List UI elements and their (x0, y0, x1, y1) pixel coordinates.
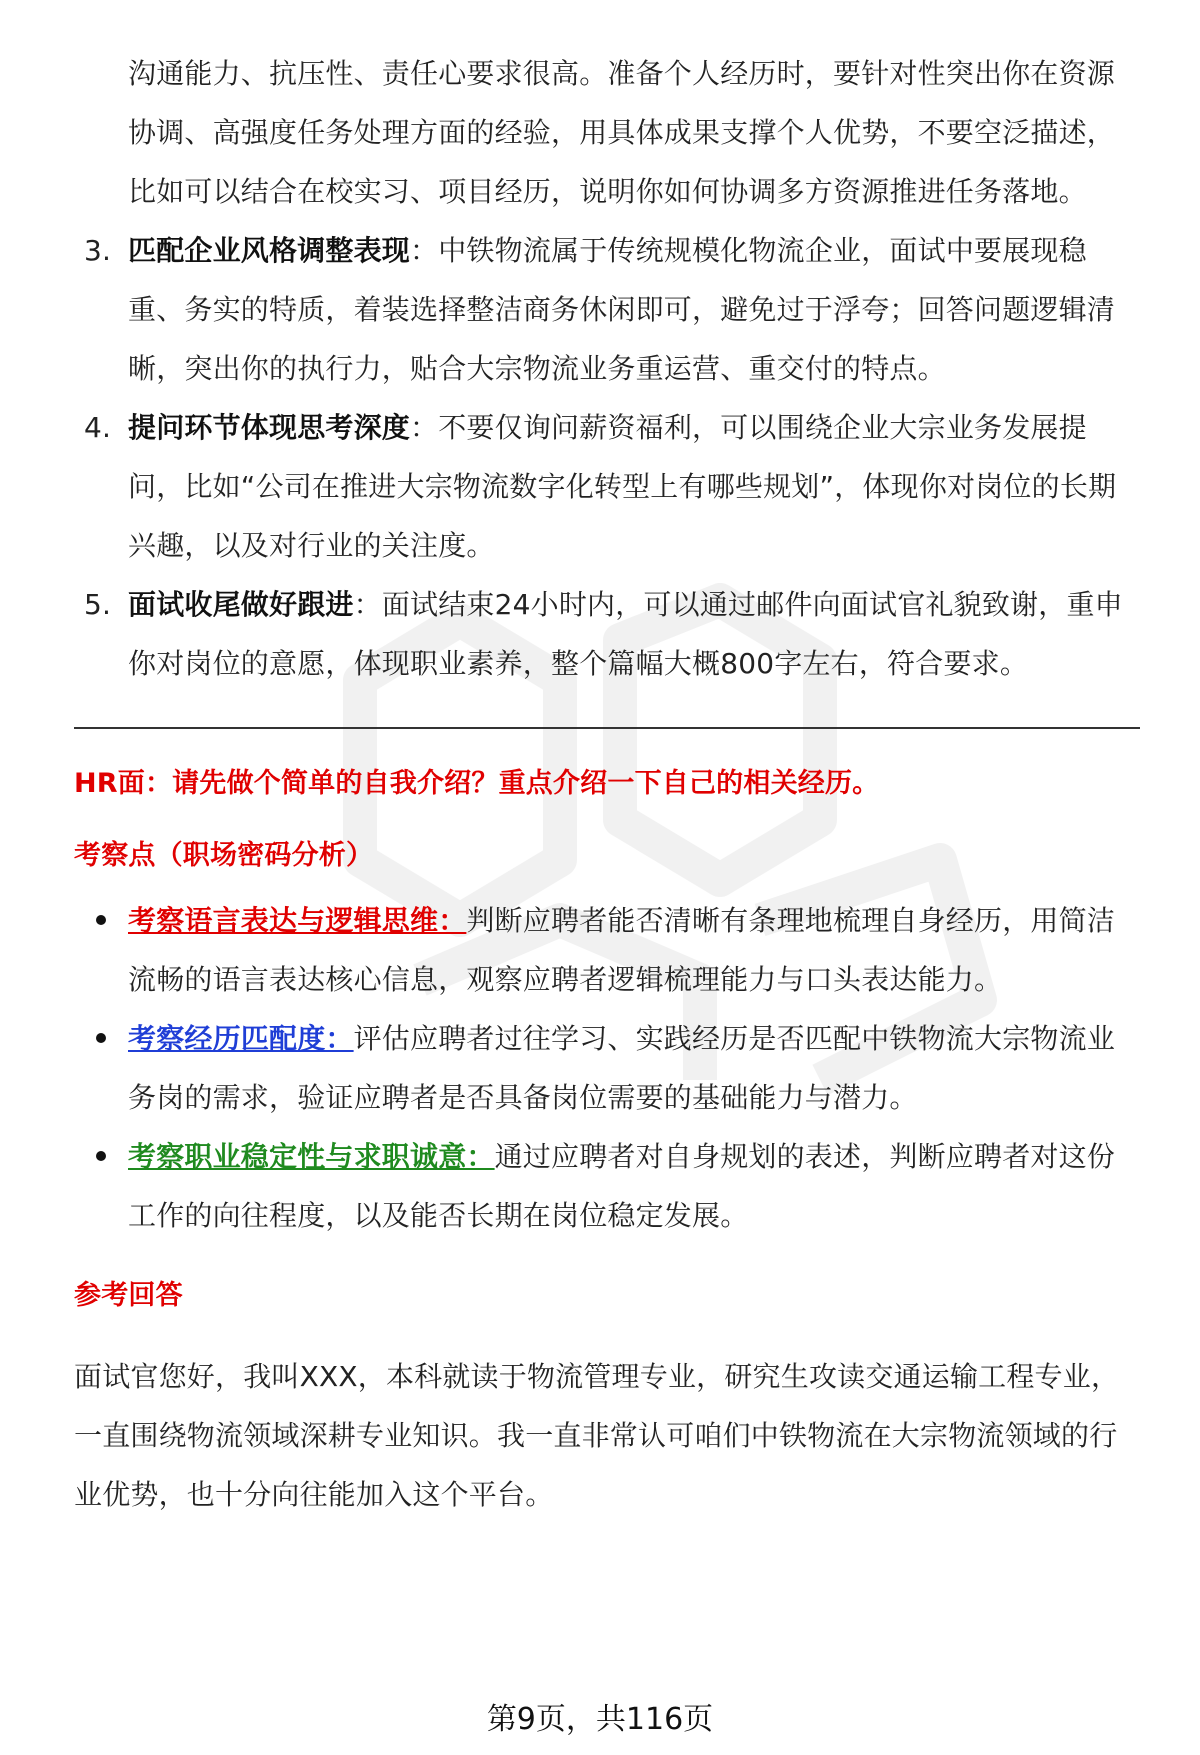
item-title: 提问环节体现思考深度 (128, 411, 411, 444)
item-number: 3. (84, 234, 112, 267)
list-item (74, 221, 1140, 398)
point-text: 判断应聘者能否清晰有条理地梳理自身经历，用简洁流畅的语言表达核心信息，观察应聘者逻辑梳理能力与口头表达能力。 (128, 904, 1116, 996)
section-divider (74, 727, 1140, 729)
item-text: 中铁物流属于传统规模化物流企业，面试中要展现稳重、务实的特质，着装选择整洁商务休闲即可，避免过于浮夸；回答问题逻辑清晰，突出你的执行力，贴合大宗物流业务重运营、重交付的特点。 (128, 234, 1116, 385)
item-title: 面试收尾做好跟进 (128, 588, 354, 621)
document-page (74, 44, 1140, 1524)
item-separator: ： (410, 411, 439, 444)
item-separator: ： (410, 234, 439, 267)
intro-continuation: 沟通能力、抗压性、责任心要求很高。准备个人经历时，要针对性突出你在资源协调、高强度任务处理方面的经验，用具体成果支撑个人优势，不要空泛描述，比如可以结合在校实习、项目经历，说明你如何协调多方资源推进任务落地。 (128, 57, 1116, 208)
analysis-heading: 考察点（职场密码分析） (74, 840, 374, 871)
bullet-icon (96, 1151, 106, 1161)
list-item (74, 891, 1140, 1009)
page-footer: 第9页，共116页 (486, 1702, 714, 1737)
item-title: 匹配企业风格调整表现 (128, 234, 411, 267)
list-item (74, 1127, 1140, 1245)
item-text: 不要仅询问薪资福利，可以围绕企业大宗业务发展提问，比如“公司在推进大宗物流数字化转型上有哪些规划”，体现你对岗位的长期兴趣，以及对行业的关注度。 (128, 411, 1117, 562)
point-key: 考察经历匹配度： (128, 1022, 354, 1055)
answer-paragraph: 面试官您好，我叫XXX，本科就读于物流管理专业，研究生攻读交通运输工程专业，一直围绕物流领域深耕专业知识。我一直非常认可咱们中铁物流在大宗物流领域的行业优势，也十分向往能加入这个平台。 (74, 1360, 1120, 1511)
question-heading: HR面：请先做个简单的自我介绍？重点介绍一下自己的相关经历。 (74, 768, 880, 799)
item-separator: ： (353, 588, 382, 621)
bullet-icon (96, 1033, 106, 1043)
analysis-points (74, 891, 1140, 1245)
list-item (74, 398, 1140, 575)
list-item (74, 1009, 1140, 1127)
list-item (74, 575, 1140, 693)
point-text: 评估应聘者过往学习、实践经历是否匹配中铁物流大宗物流业务岗的需求，验证应聘者是否具备岗位需要的基础能力与潜力。 (128, 1022, 1116, 1114)
item-number: 5. (84, 588, 112, 621)
bullet-icon (96, 915, 106, 925)
item-text: 面试结束24小时内，可以通过邮件向面试官礼貌致谢，重申你对岗位的意愿，体现职业素养，整个篇幅大概800字左右，符合要求。 (128, 588, 1123, 680)
point-key: 考察语言表达与逻辑思维： (128, 904, 467, 937)
point-key: 考察职业稳定性与求职诚意： (128, 1140, 495, 1173)
point-text: 通过应聘者对自身规划的表述，判断应聘者对这份工作的向往程度，以及能否长期在岗位稳定发展。 (128, 1140, 1116, 1232)
tips-list (74, 221, 1140, 693)
answer-heading: 参考回答 (74, 1280, 183, 1311)
item-number: 4. (84, 411, 112, 444)
